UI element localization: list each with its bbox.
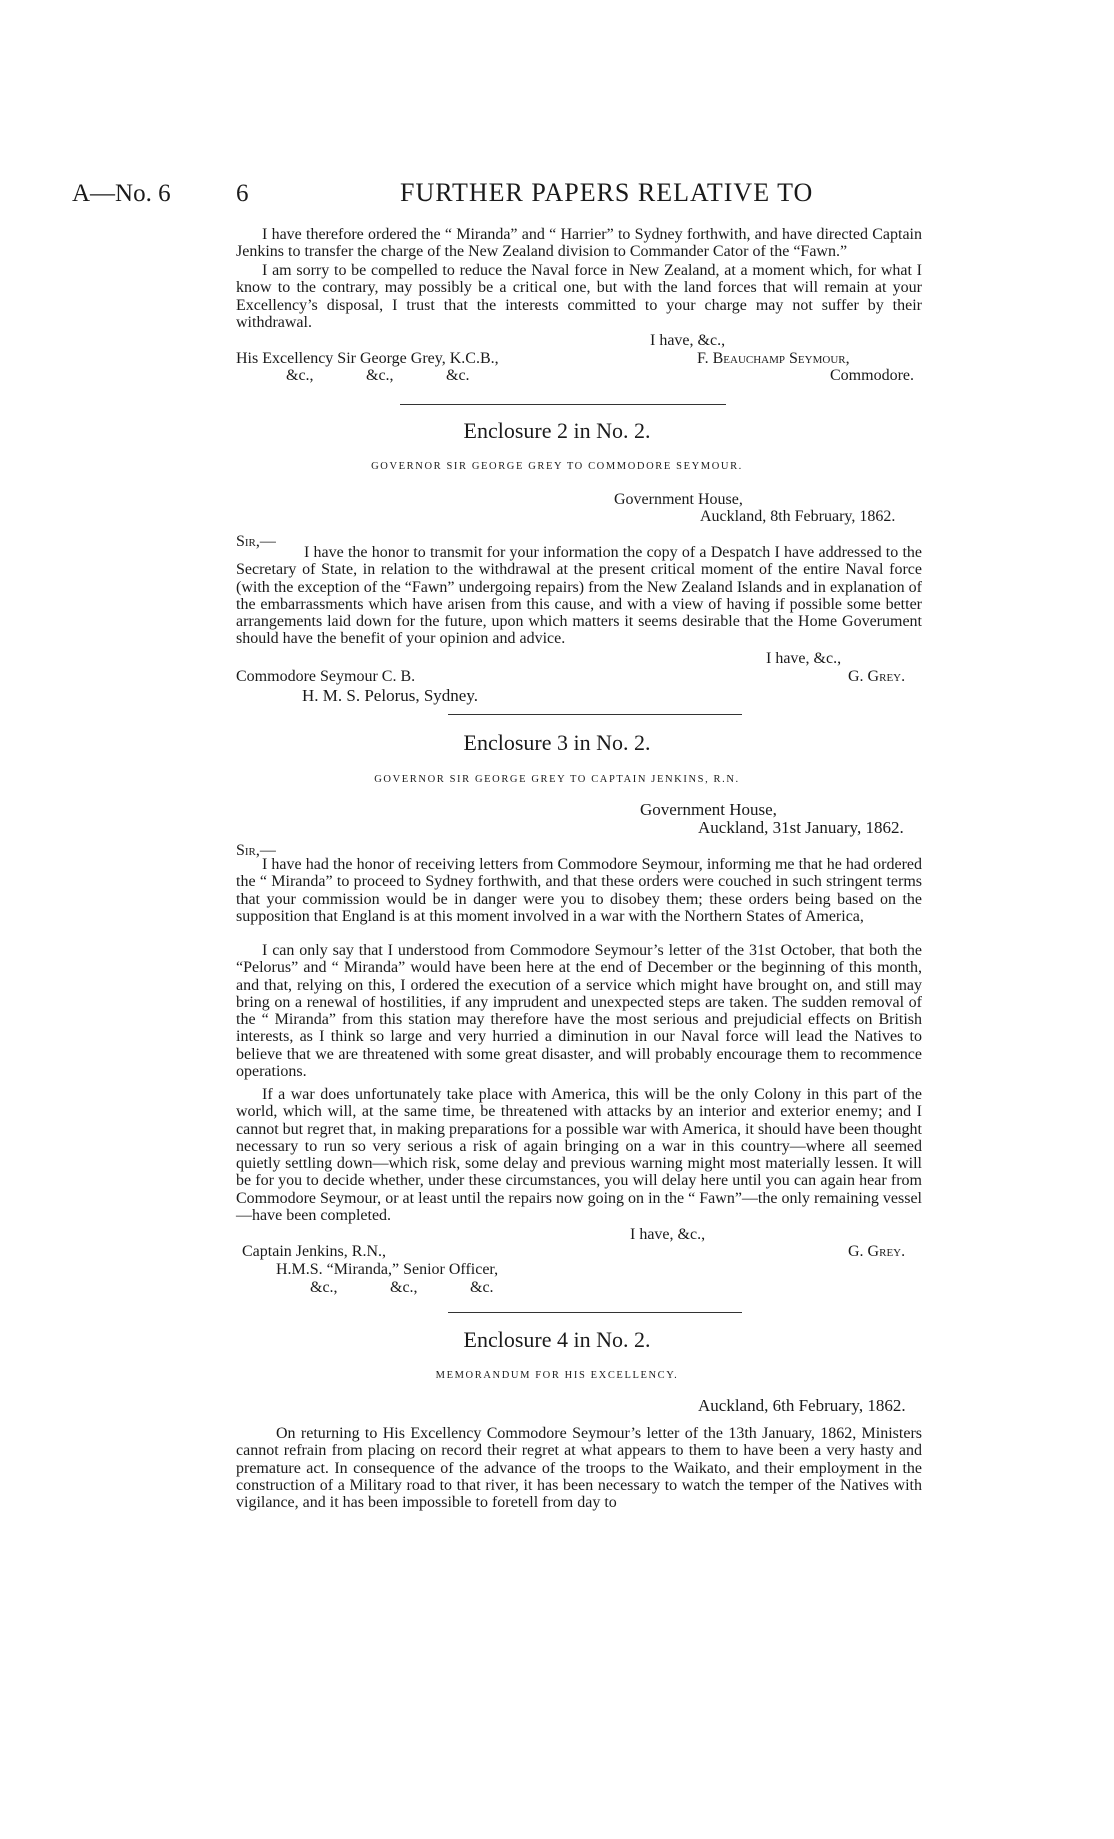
- document-reference: A—No. 6: [72, 180, 171, 207]
- letter-date: Auckland, 6th February, 1862.: [698, 1396, 906, 1415]
- addressee-etc: &c.,: [310, 1279, 338, 1296]
- paragraph: On returning to His Excellency Commodore Seymour’s letter of the 13th January, 1862, Ministers cannot refrain from placing on record their regret at what appears to them to have been a very hasty and premature act. In consequence of the advance of the troops to the Waikato, and their employment in the construction of a Military road to that river, it has been necessary to watch the temper of the Natives with vigilance, and it has been impossible to foretell from day to: [236, 1425, 922, 1512]
- page-title: FURTHER PAPERS RELATIVE TO: [400, 178, 814, 207]
- addressee-etc: &c.,: [390, 1279, 418, 1296]
- paragraph: I am sorry to be compelled to reduce the Naval force in New Zealand, at a moment which, for what I know to the contrary, may possibly be a critical one, but with the land forces that will remain at your Excellency’s disposal, I trust that the interests committed to your charge may not suffer by their withdrawal.: [236, 262, 922, 331]
- paragraph: I have the honor to transmit for your information the copy of a Despatch I have addressed to the Secretary of State, in relation to the withdrawal at the present critical moment of the entire Naval force (with the exception of the “Fawn” undergoing repairs) from the New Zealand Islands and in explanation of the embarrassments which have arisen from this cause, and with a view of having if possible some better arrangements laid down for the future, upon which matters it seems desirable that the Home Goverument should have the benefit of your opinion and advice.: [236, 544, 922, 648]
- signature-title: Commodore.: [830, 367, 914, 384]
- signature: G. Grey.: [848, 668, 906, 685]
- paragraph: I can only say that I understood from Commodore Seymour’s letter of the 31st October, that both the “Pelorus” and “ Miranda” would have been here at the end of December or the beginning of this month, and that, relying on this, I ordered the execution of a service which might have brought on, and still may bring on a renewal of hostilities, if any imprudent and unexpected steps are taken. The sudden removal of the “ Miranda” from this station may therefore have the most serious and prejudicial effects on British interests, as I think so large and very hurried a diminution in our Naval force will lead the Natives to believe that we are threatened with some great disaster, and will probably encourage them to recommence operations.: [236, 942, 922, 1081]
- paragraph: If a war does unfortunately take place with America, this will be the only Colony in this part of the world, which will, at the same time, be threatened with attacks by an interior and exterior enemy; and I cannot but regret that, in making preparations for a possible war with America, it should have been thought necessary to run so very serious a risk of again bringing on a war in this country—where all seemed quietly settling down—which risk, some delay and previous warning might most materially lessen. It will be for you to decide whether, under these circumstances, you will delay here until you can again hear from Commodore Seymour, or at least until the repairs now going on in the “ Fawn”—the only remaining vessel—have been completed.: [236, 1086, 922, 1225]
- signature-name: F. Beauchamp: [697, 350, 786, 367]
- addressee: His Excellency Sir George Grey, K.C.B.,: [236, 350, 499, 367]
- addressee: Captain Jenkins, R.N.,: [242, 1243, 386, 1260]
- enclosure-subheading: MEMORANDUM FOR HIS EXCELLENCY.: [435, 1370, 679, 1381]
- addressee: H.M.S. “Miranda,” Senior Officer,: [276, 1261, 499, 1278]
- divider: [400, 404, 726, 405]
- letter-place: Government House,: [614, 491, 743, 508]
- closing: I have, &c.,: [766, 650, 842, 667]
- closing: I have, &c.,: [650, 332, 726, 349]
- enclosure-heading: Enclosure 2 in No. 2.: [463, 418, 651, 443]
- salutation: Sir,—: [236, 533, 276, 550]
- addressee: Commodore Seymour C. B.: [236, 668, 416, 685]
- enclosure-heading: Enclosure 3 in No. 2.: [463, 730, 651, 755]
- divider: [448, 714, 742, 715]
- divider: [448, 1312, 742, 1313]
- addressee-etc: &c.: [470, 1279, 494, 1296]
- addressee-etc: &c.,: [286, 367, 314, 384]
- enclosure-heading: Enclosure 4 in No. 2.: [463, 1327, 651, 1352]
- letter-place: Government House,: [640, 800, 777, 819]
- paragraph: I have therefore ordered the “ Miranda” and “ Harrier” to Sydney forthwith, and have directed Captain Jenkins to transfer the charge of the New Zealand division to Commander Cator of the “Fawn.”: [236, 226, 922, 261]
- enclosure-subheading: GOVERNOR SIR GEORGE GREY TO COMMODORE SEYMOUR.: [371, 461, 743, 472]
- signature: G. Grey.: [848, 1243, 906, 1260]
- addressee-etc: &c.,: [366, 367, 394, 384]
- addressee-etc: &c.: [446, 367, 470, 384]
- addressee: H. M. S. Pelorus, Sydney.: [302, 686, 478, 705]
- paragraph: I have had the honor of receiving letters from Commodore Seymour, informing me that he had ordered the “ Miranda” to proceed to Sydney forthwith, and that these orders were couched in such stringent terms that your commission would be in danger were you to disobey them; these orders being based on the supposition that England is at this moment involved in a war with the Northern States of America,: [236, 856, 922, 925]
- letter-date: Auckland, 31st January, 1862.: [698, 818, 904, 837]
- letter-date: Auckland, 8th February, 1862.: [700, 508, 896, 525]
- closing: I have, &c.,: [630, 1226, 706, 1243]
- enclosure-subheading: GOVERNOR SIR GEORGE GREY TO CAPTAIN JENKINS, R.N.: [374, 774, 740, 785]
- signature: [697, 350, 850, 368]
- signature-surname: Seymour,: [789, 350, 850, 367]
- salutation: Sir,—: [236, 842, 276, 859]
- page-number: 6: [236, 180, 249, 207]
